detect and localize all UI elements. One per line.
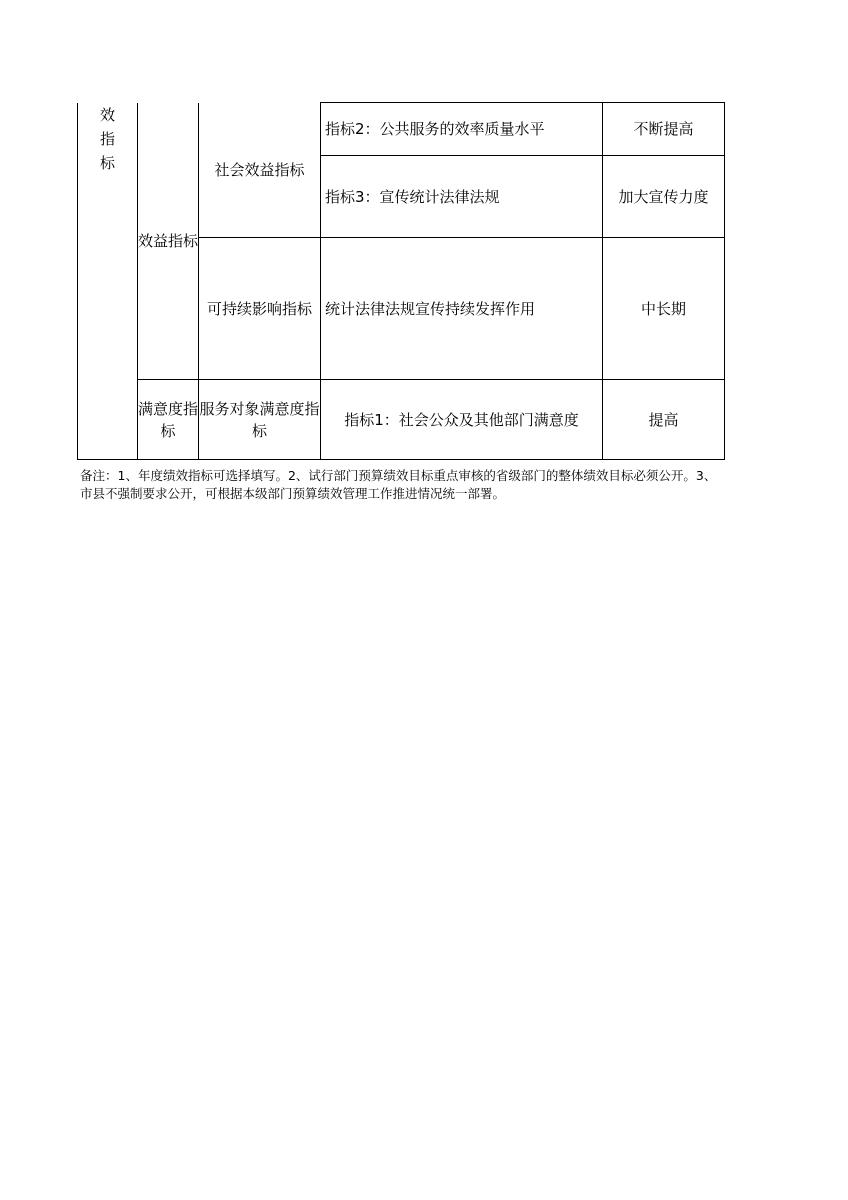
indicator-cell: 统计法律法规宣传持续发挥作用 — [321, 238, 603, 380]
indicator-cell: 指标3：宣传统计法律法规 — [321, 156, 603, 238]
level2-benefit-cell — [138, 103, 199, 380]
footnote-remarks: 备注：1、年度绩效指标可选择填写。2、试行部门预算绩效目标重点审核的省级部门的整体绩效目标必须公开。3、市县不强制要求公开，可根据本级部门预算绩效管理工作推进情况统一部署。 — [80, 468, 717, 501]
level3-service-satisfaction-label: 服务对象满意度指标 — [199, 399, 320, 440]
target-value-cell: 中长期 — [603, 238, 725, 380]
target-value-cell: 提高 — [603, 380, 725, 460]
level3-service-satisfaction-cell — [199, 380, 321, 460]
indicator-cell: 指标2：公共服务的效率质量水平 — [321, 103, 603, 156]
level1-indicator-cell — [78, 103, 138, 460]
level2-satisfaction-cell — [138, 380, 199, 460]
level3-social-benefit-cell — [199, 103, 321, 238]
level3-sustainable-impact-label: 可持续影响指标 — [206, 299, 312, 318]
level1-indicator-label: 效指标 — [99, 105, 115, 172]
target-value-cell: 加大宣传力度 — [603, 156, 725, 238]
level2-benefit-label: 效益指标 — [138, 231, 199, 250]
level3-social-benefit-label: 社会效益指标 — [214, 160, 305, 179]
level2-satisfaction-label: 满意度指标 — [138, 399, 199, 440]
indicator-cell: 指标1：社会公众及其他部门满意度 — [321, 380, 603, 460]
level3-sustainable-impact-cell — [199, 238, 321, 380]
target-value-cell: 不断提高 — [603, 103, 725, 156]
performance-indicator-table — [77, 102, 725, 460]
